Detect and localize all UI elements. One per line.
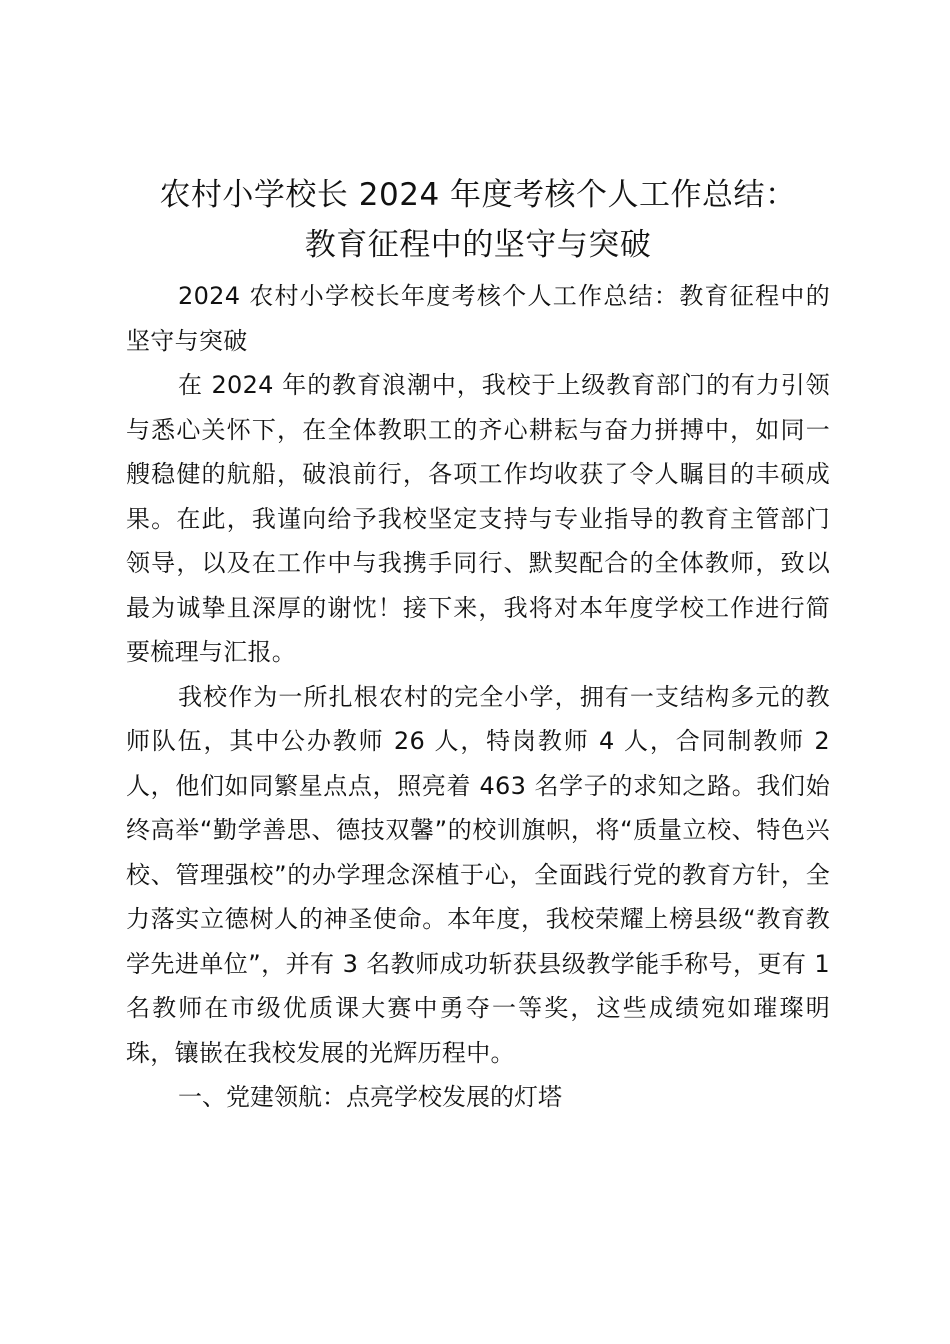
- paragraph-school-overview: 我校作为一所扎根农村的完全小学，拥有一支结构多元的教师队伍，其中公办教师 26 人，特岗教师 4 人，合同制教师 2 人，他们如同繁星点点，照亮着 463 名学子的求知之路。我们始终高举“勤学善思、德技双馨”的校训旗帜，将“质量立校、特色兴校、管理强校”的办学理念深植于心，全面践行党的教育方针，全力落实立德树人的神圣使命。本年度，我校荣耀上榜县级“教育教学先进单位”，并有 3 名教师成功斩获县级教学能手称号，更有 1 名教师在市级优质课大赛中勇夺一等奖，这些成绩宛如璀璨明珠，镶嵌在我校发展的光辉历程中。: [126, 682, 830, 1067]
- title-line-2: 教育征程中的坚守与突破: [304, 227, 652, 263]
- title-line-1: 农村小学校长 2024 年度考核个人工作总结：: [159, 177, 797, 213]
- paragraph-intro: 在 2024 年的教育浪潮中，我校于上级教育部门的有力引领与悉心关怀下，在全体教职工的齐心耕耘与奋力拼搏中，如同一艘稳健的航船，破浪前行，各项工作均收获了令人瞩目的丰硕成果。在此，我谨向给予我校坚定支持与专业指导的教育主管部门领导，以及在工作中与我携手同行、默契配合的全体教师，致以最为诚挚且深厚的谢忱！接下来，我将对本年度学校工作进行简要梳理与汇报。: [126, 371, 830, 666]
- paragraph-subtitle: 2024 农村小学校长年度考核个人工作总结：教育征程中的坚守与突破: [126, 282, 830, 355]
- document-body: [126, 274, 830, 1120]
- document-title: [126, 170, 830, 270]
- section-heading: 一、党建领航：点亮学校发展的灯塔: [178, 1083, 562, 1111]
